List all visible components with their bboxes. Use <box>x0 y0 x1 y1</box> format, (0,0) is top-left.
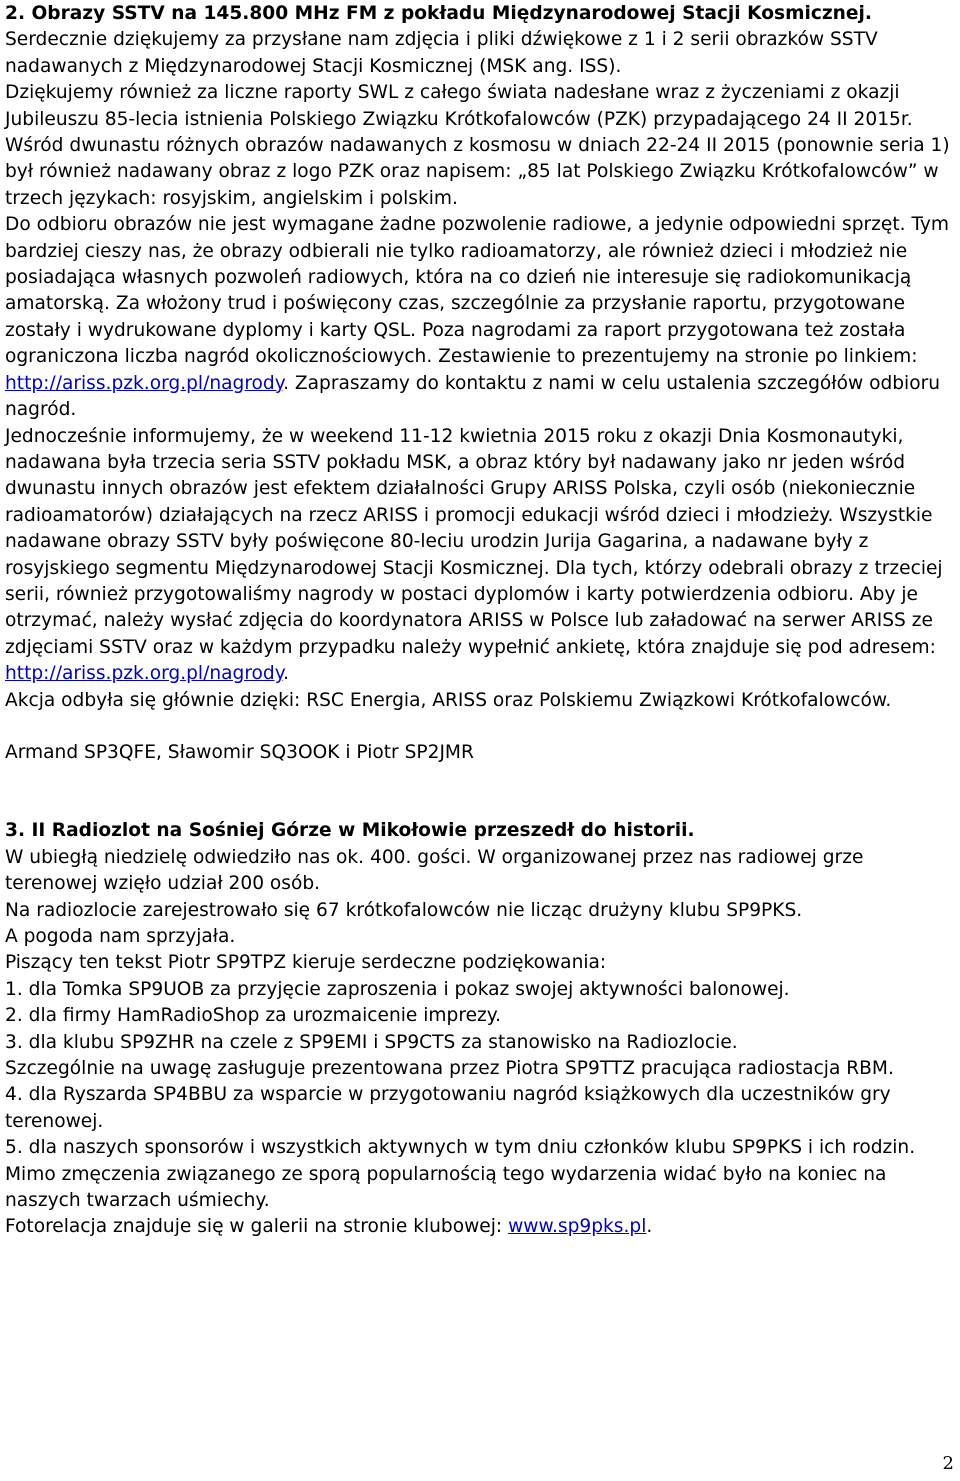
section-3-line: 2. dla firmy HamRadioShop za urozmaicenie imprezy. <box>5 1005 502 1027</box>
section-3-line: Na radiozlocie zarejestrowało się 67 krótkofalowców nie licząc drużyny klubu SP9PKS. <box>5 899 803 921</box>
section-3-line: 3. dla klubu SP9ZHR na czele z SP9EMI i SP9CTS za stanowisko na Radiozlocie. <box>5 1031 738 1053</box>
section-3-heading: 3. II Radiozlot na Sośniej Górze w Mikołowie przeszedł do historii. <box>5 820 695 842</box>
section-3-line: Piszący ten tekst Piotr SP9TPZ kieruje serdeczne podziękowania: <box>5 952 607 974</box>
section-3-line: 5. dla naszych sponsorów i wszystkich aktywnych w tym dniu członków klubu SP9PKS i ich rodzin. <box>5 1137 916 1159</box>
nagrody-link[interactable]: http://ariss.pzk.org.pl/nagrody <box>5 372 284 394</box>
section-2-paragraph-5: Akcja odbyła się głównie dzięki: RSC Energia, ARISS oraz Polskiemu Związkowi Krótkofalowców. <box>5 689 892 711</box>
section-2-paragraph-4 <box>5 424 957 688</box>
section-3-line: Szczególnie na uwagę zasługuje prezentowana przez Piotra SP9TTZ pracująca radiostacja RBM. <box>5 1058 894 1080</box>
section-3-line: W ubiegłą niedzielę odwiedziło nas ok. 400. gości. W organizowanej przez nas radiowej grze terenowej wzięło udział 200 osób. <box>5 846 864 895</box>
paragraph-text: . <box>283 663 290 685</box>
section-2-heading: 2. Obrazy SSTV na 145.800 MHz FM z pokładu Międzynarodowej Stacji Kosmicznej. <box>5 3 872 24</box>
section-2-paragraph-1: Serdecznie dziękujemy za przysłane nam zdjęcia i pliki dźwiękowe z 1 i 2 serii obrazków SSTV nadawanych z Międzynarodowej Stacji Kosmicznej (MSK ang. ISS). <box>5 29 878 77</box>
section-2-paragraph-3 <box>5 212 957 423</box>
paragraph-text: . <box>646 1216 653 1238</box>
nagrody-link-2[interactable]: http://ariss.pzk.org.pl/nagrody <box>5 663 284 685</box>
section-3-line: A pogoda nam sprzyjała. <box>5 926 236 947</box>
section-3-gallery-line <box>5 1214 957 1240</box>
page-number: 2 <box>942 1453 954 1474</box>
section-3-line: 1. dla Tomka SP9UOB za przyjęcie zaproszenia i pokaz swojej aktywności balonowej. <box>5 978 790 1000</box>
section-3-line: Mimo zmęczenia związanego ze sporą popularnością tego wydarzenia widać było na koniec na naszych twarzach uśmiechy. <box>5 1163 887 1212</box>
spacer <box>5 766 957 818</box>
section-2-paragraph-2: Dziękujemy również za liczne raporty SWL z całego świata nadesłane wraz z życzeniami z okazji Jubileuszu 85-lecia istnienia Polskiego Związku Krótkofalowców (PZK) przypadającego 24 II 2015r. Wśród dwunastu różnych obrazów nadawanych z kosmosu w dniach 22-24 II 2015 (ponownie seria 1) był również nadawany obraz z logo PZK oraz napisem: „85 lat Polskiego Związku Krótkofalowców” w trzech językach: rosyjskim, angielskim i polskim. <box>5 82 950 209</box>
paragraph-text: Jednocześnie informujemy, że w weekend 11-12 kwietnia 2015 roku z okazji Dnia Kosmonautyki, nadawana była trzecia seria SSTV pokładu MSK, a obraz który był nadawany jako nr jeden wśród dwunastu innych obrazów jest efektem działalności Grupy ARISS Polska, czyli osób (niekoniecznie radioamatorów) działających na rzecz ARISS i promocji edukacji wśród dzieci i młodzieży. Wszystkie nadawane obrazy SSTV były poświęcone 80-leciu urodzin Jurija Gagarina, a nadawane były z rosyjskiego segmentu Międzynarodowej Stacji Kosmicznej. Dla tych, którzy odebrali obrazy z trzeciej serii, również przygotowaliśmy nagrody w postaci dyplomów i karty potwierdzenia odbioru. Aby je otrzymać, należy wysłać zdjęcia do koordynatora ARISS w Polsce lub załadować na serwer ARISS ze zdjęciami SSTV oraz w każdym przypadku należy wypełnić ankietę, która znajduje się pod adresem: <box>5 425 943 658</box>
document-page <box>5 1 957 1241</box>
club-website-link[interactable]: www.sp9pks.pl <box>508 1216 647 1238</box>
paragraph-text: Fotorelacja znajduje się w galerii na stronie klubowej: <box>5 1216 509 1238</box>
spacer <box>5 714 957 740</box>
section-2-signature: Armand SP3QFE, Sławomir SQ3OOK i Piotr SP2JMR <box>5 741 474 763</box>
paragraph-text: Do odbioru obrazów nie jest wymagane żadne pozwolenie radiowe, a jedynie odpowiedni sprzęt. Tym bardziej cieszy nas, że obrazy odbierali nie tylko radioamatorzy, ale również dzieci i młodzież nie posiadająca własnych pozwoleń radiowych, która na co dzień nie interesuje się radiokomunikacją amatorską. Za włożony trud i poświęcony czas, szczególnie za przysłanie raportu, przygotowane zostały i wydrukowane dyplomy i karty QSL. Poza nagrodami za raport przygotowana też została ograniczona liczba nagród okolicznościowych. Zestawienie to prezentujemy na stronie po linkiem: <box>5 214 950 368</box>
section-3-line: 4. dla Ryszarda SP4BBU za wsparcie w przygotowaniu nagród książkowych dla uczestników gry terenowej. <box>5 1084 891 1132</box>
paragraph-text: . Zapraszamy do kontaktu z nami w celu ustalenia szczegółów odbioru nagród. <box>5 372 941 421</box>
